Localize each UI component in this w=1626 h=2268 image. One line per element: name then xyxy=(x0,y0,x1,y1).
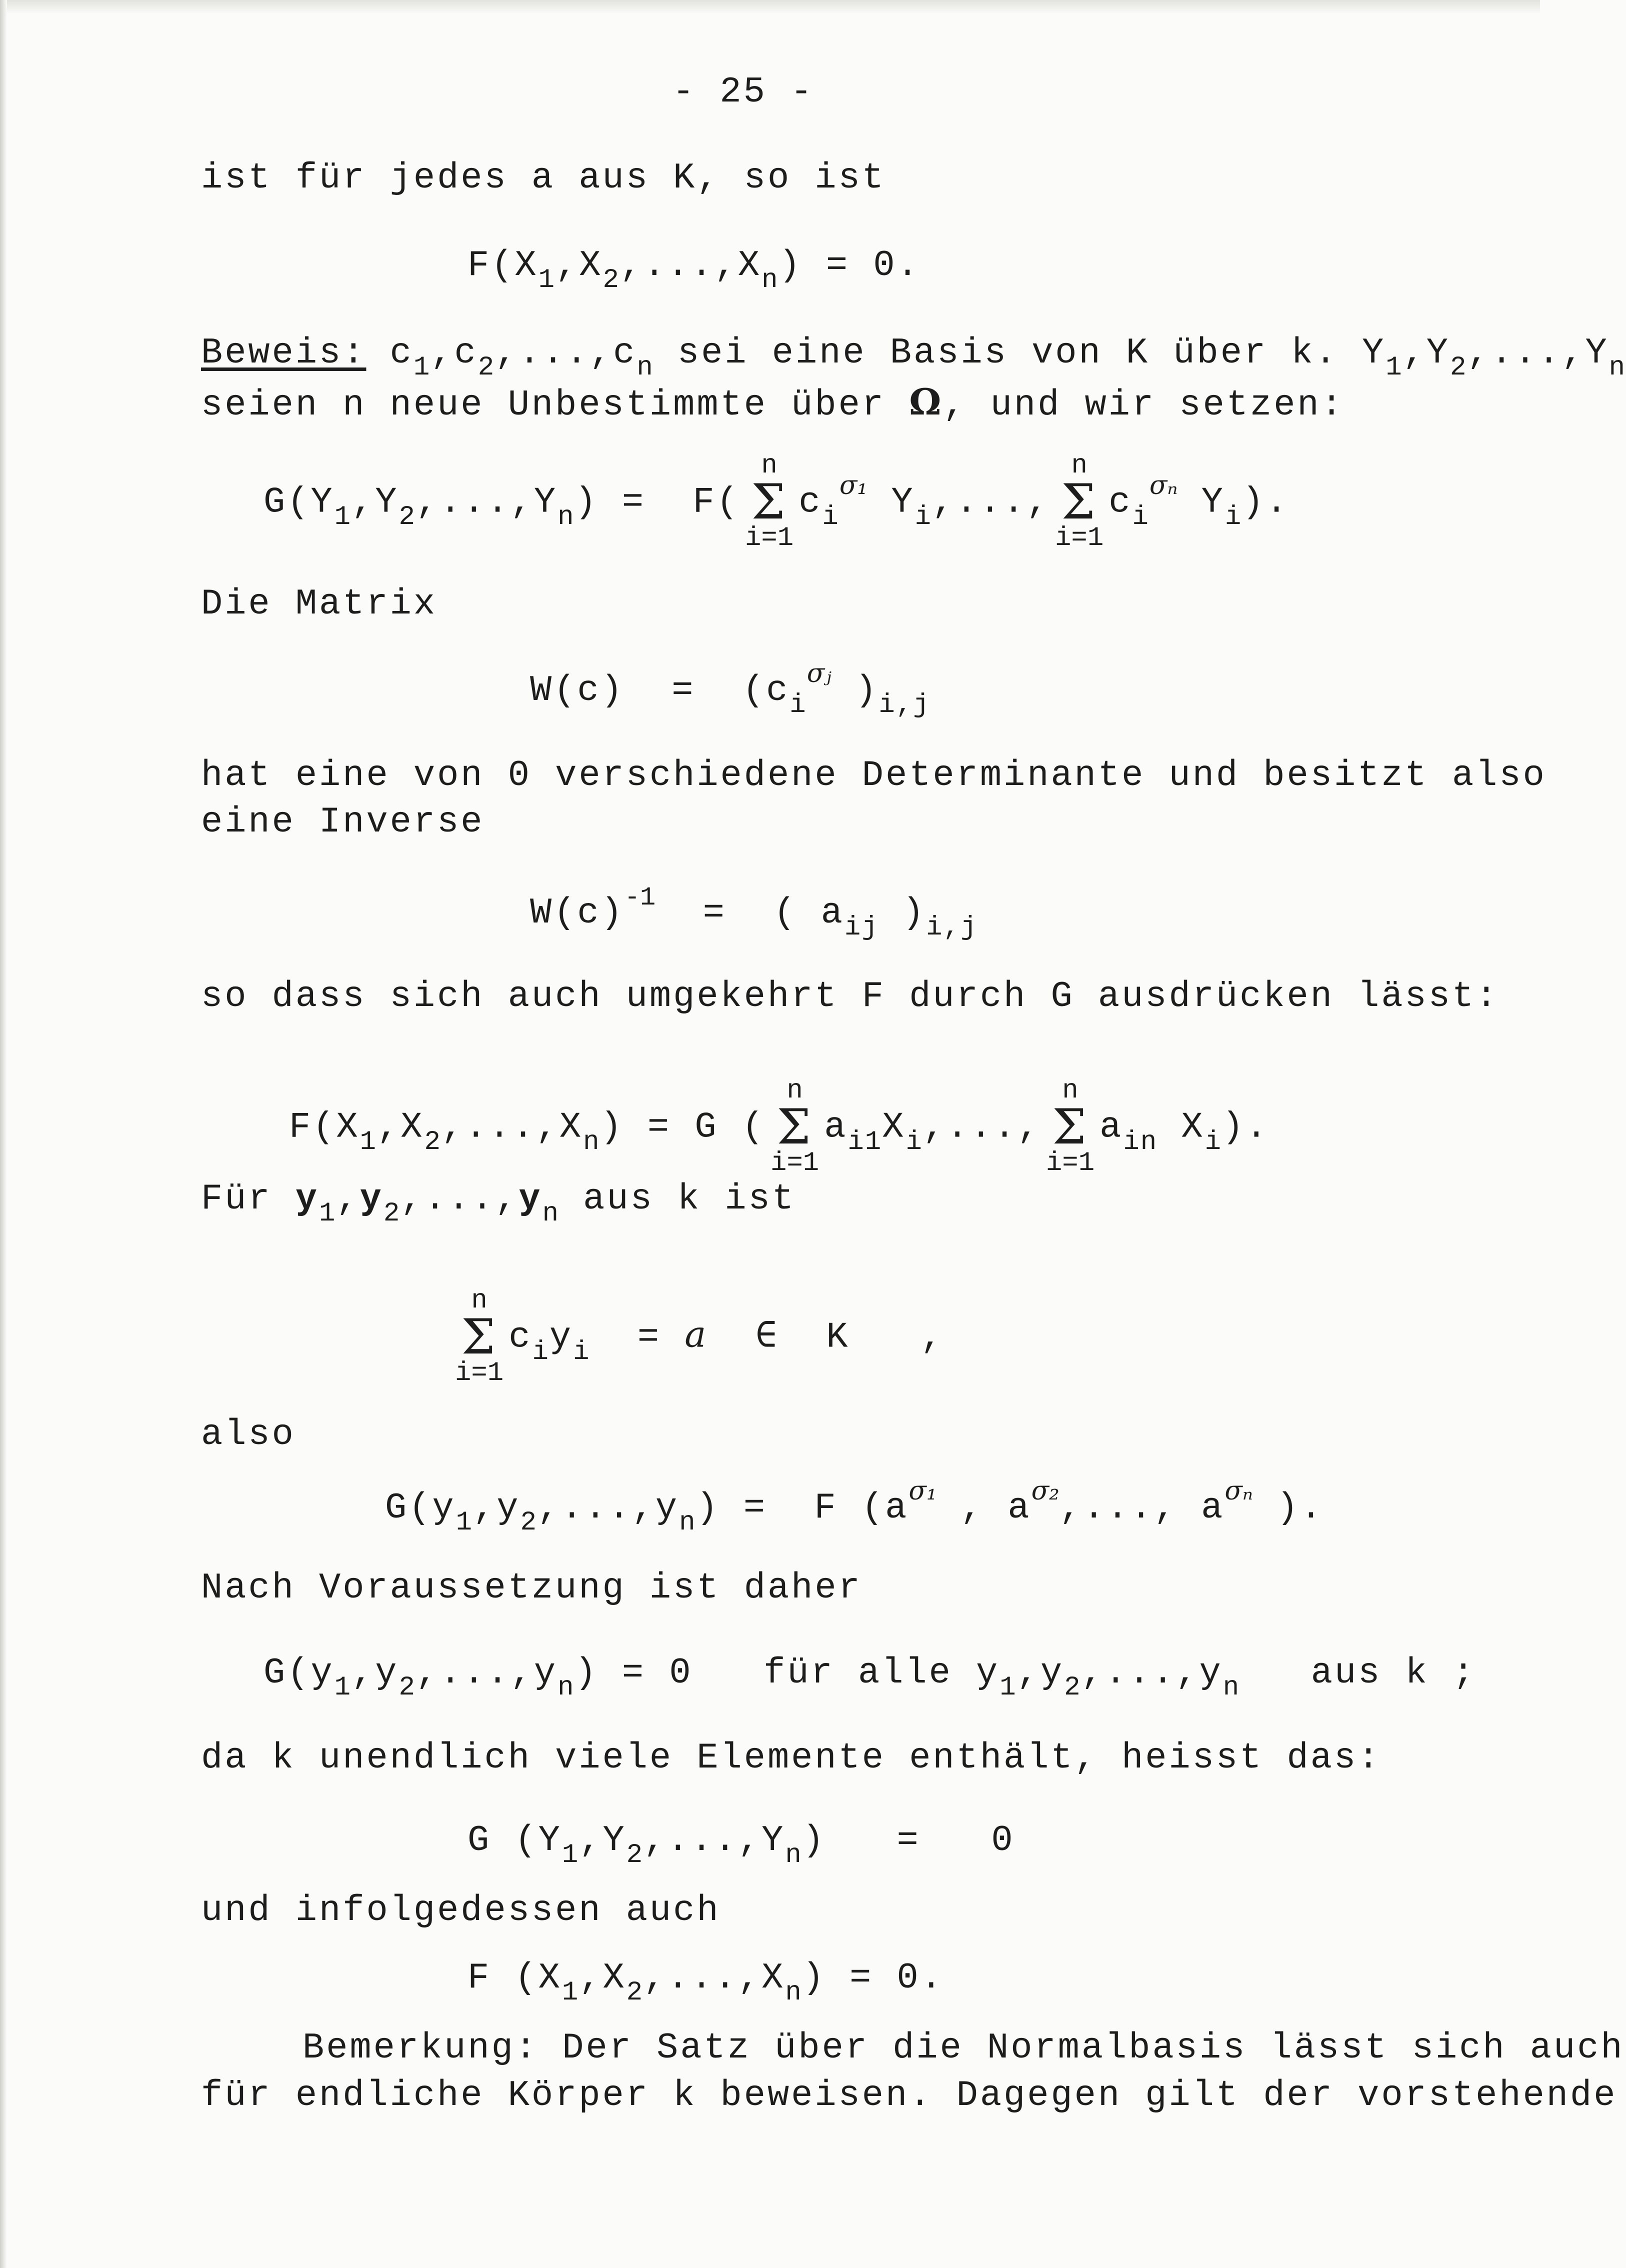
text-line: so dass sich auch umgekehrt F durch G ausdrücken lässt: xyxy=(201,976,1500,1017)
text-segment: seien n neue Unbestimmte über xyxy=(201,384,910,426)
omega-symbol: Ω xyxy=(909,380,944,423)
text-line xyxy=(201,380,1344,426)
text-line: Nach Voraussetzung ist daher xyxy=(201,1568,862,1608)
formula-f-expressed: $F(X_1,X_2,...,X_n) = G$ ( n Σ i=1 $a_{i1}X_i$,..., n Σ i=1 $a_{in}$ $X_i$). xyxy=(289,1076,1270,1179)
text-line: hat eine von 0 verschiedene Determinante und besitzt also xyxy=(201,755,1546,796)
formula-matrix-w: $W(c) = (c_i^{\sigma ⱼ}$ )$_{i,j}$ xyxy=(530,658,930,720)
formula-f-zero: $F(X_1,X_2,...,X_n) = 0$. xyxy=(468,245,920,296)
text-line: eine Inverse xyxy=(201,802,484,842)
formula-f-final: F $(X_1,X_2,...,X_n) = 0$. xyxy=(468,1958,944,2008)
text-segment: aus k ist xyxy=(559,1178,796,1220)
text-line: und infolgedessen auch xyxy=(201,1890,720,1931)
bemerkung-label: Bemerkung: xyxy=(302,2028,539,2068)
text-line: Für $y_1,y_2,...,y_n$ aus k ist xyxy=(201,1178,796,1229)
text-line: für endliche Körper k beweisen. Dagegen gilt der vorstehende xyxy=(201,2075,1618,2116)
page-edge-shadow xyxy=(0,0,1540,14)
beweis-label: Beweis: xyxy=(201,332,366,374)
formula-matrix-inverse: $W(c)^{-1}$ = ( $a_{ij}$ )$_{i,j}$ xyxy=(530,883,978,943)
formula-g-definition: $G(Y_1,Y_2,...,Y_n) = F$( n Σ i=1 $c_i^{\sigma_1}$ $Y_i$,..., n Σ i=1 $c_i^{\sigma_n}$ $Y_i$). xyxy=(264,450,1290,554)
text-segment: , und wir setzen: xyxy=(943,384,1344,426)
formula-sum-element: n Σ i=1 $c_iy_i = a$ ∈ K , xyxy=(455,1286,944,1389)
page-edge-shadow-left xyxy=(0,0,7,2268)
text-segment: c xyxy=(366,332,414,374)
text-line: ist für jedes a aus K, so ist xyxy=(201,158,886,198)
text-line: Die Matrix xyxy=(201,584,438,624)
formula-g-cap-zero: G $(Y_1,Y_2,...,Y_n) = 0$ xyxy=(468,1820,1015,1870)
text-segment: Der Satz über die Normalbasis lässt sich auch xyxy=(538,2028,1624,2068)
text-segment: Für xyxy=(201,1178,296,1220)
formula-g-of-y: $G(y_1,y_2,...,y_n) = F$ ($a^{\sigma_1}$ , $a^{\sigma_2}$,..., $a^{\sigma_n}$ ). xyxy=(385,1476,1324,1538)
text-line: also xyxy=(201,1414,296,1455)
text-line xyxy=(302,2030,1624,2066)
formula-g-zero: $G(y_1,y_2,...,y_n) = 0$ für alle $y_1,y_2,...,y_n$ aus k ; xyxy=(264,1652,1476,1703)
text-line: da k unendlich viele Elemente enthält, heisst das: xyxy=(201,1738,1382,1778)
beweis-line: Beweis: $c_1,c_2,...,c_n$ sei eine Basis von K über k. $Y_1,Y_2,...,Y_n$ xyxy=(201,332,1626,383)
page-number: - 25 - xyxy=(672,72,814,112)
text-segment: sei eine Basis von K über k. Y xyxy=(654,332,1386,374)
